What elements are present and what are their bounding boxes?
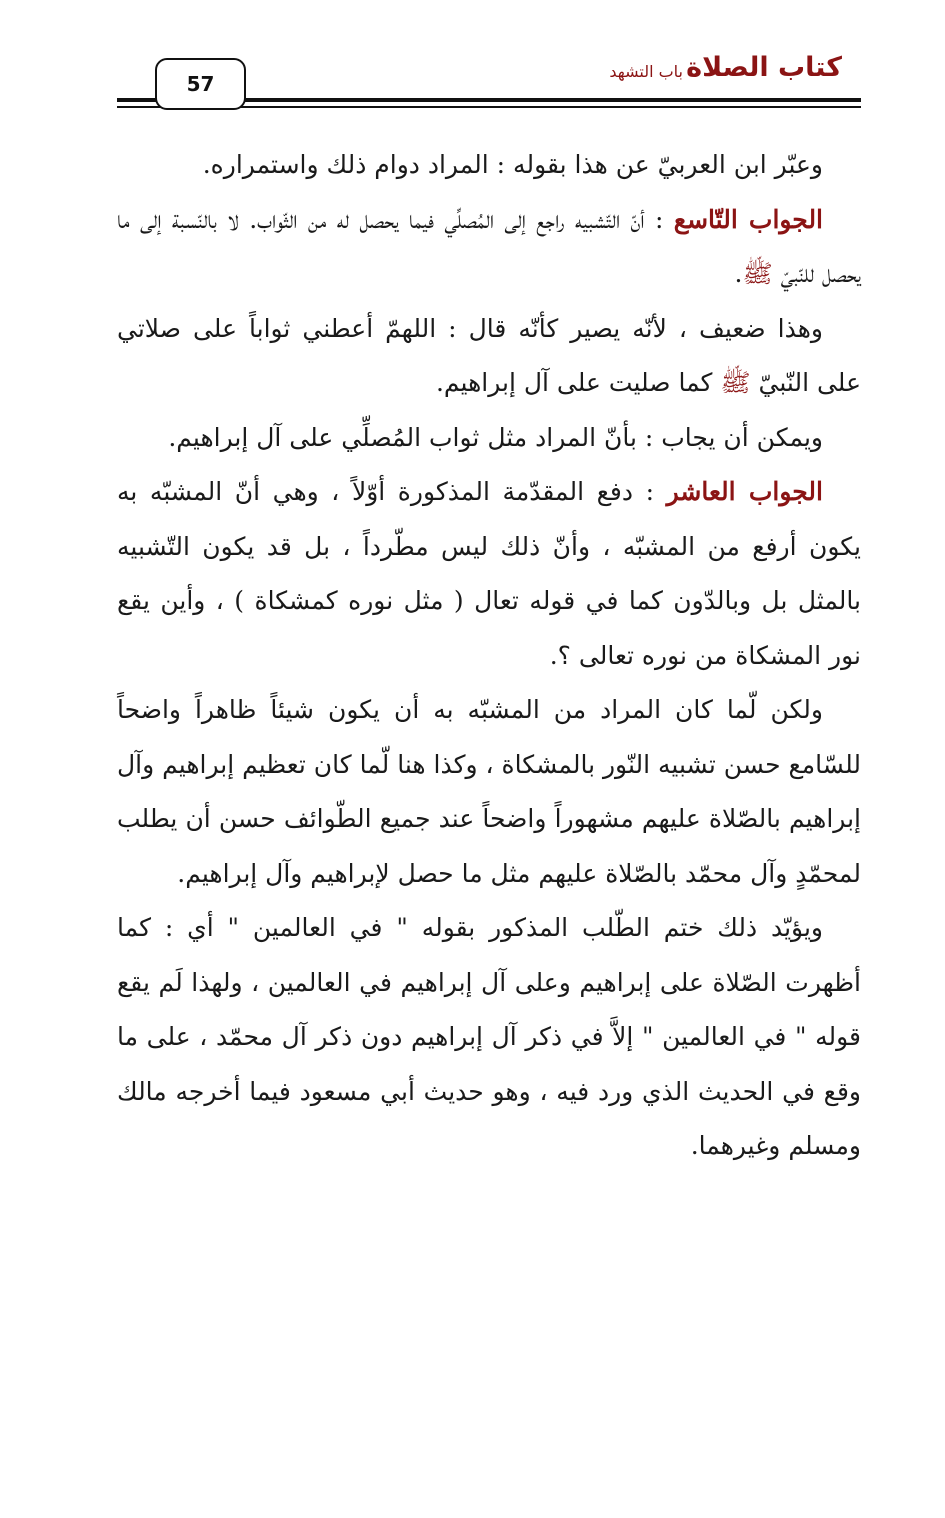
paragraph-2 <box>117 193 861 302</box>
page-number: 57 <box>186 72 215 96</box>
page-header <box>0 0 945 120</box>
salutation-icon: ﷺ <box>720 368 751 397</box>
paragraph-2-text-b: . <box>734 259 743 288</box>
paragraph-4: ويمكن أن يجاب : بأنّ المراد مثل ثواب المُصلِّي على آل إبراهيم. <box>168 422 823 452</box>
salutation-icon: ﷺ <box>742 259 773 288</box>
paragraph-5 <box>117 465 861 683</box>
paragraph-7: ويؤيّد ذلك ختم الطّلب المذكور بقوله " في العالمين " أي : كما أظهرت الصّلاة على إبراهيم وعلى آل إبراهيم في العالمين ، ولهذا لَم يقع قوله " في العالمين " إلاَّ في ذكر آل إبراهيم دون ذكر آل محمّد ، على ما وقع في الحديث الذي ورد فيه ، وهو حديث أبي مسعود فيما أخرجه مالك ومسلم وغيرهما. <box>117 913 861 1160</box>
paragraph-5-text: : دفع المقدّمة المذكورة أوّلاً ، وهي أنّ المشبّه به يكون أرفع من المشبّه ، وأنّ ذلك ليس مطّرداً ، بل قد يكون التّشبيه بالمثل بل وبالدّون كما في قوله تعال ( مثل نوره كمشكاة ) ، وأين يقع نور المشكاة من نوره تعالى ؟. <box>117 477 861 670</box>
answer-10-label: الجواب العاشر <box>666 477 823 506</box>
paragraph-3 <box>117 302 861 411</box>
answer-9-label: الجواب التّاسع <box>673 204 824 234</box>
paragraph-2-text-a: : أنّ التّشبيه راجع إلى المُصلِّي فيما يحصل له من الثّواب. لا بالنّسبة إلى ما يحصل للنّبيّ <box>117 204 861 288</box>
paragraph-3-text-a: وهذا ضعيف ، لأنّه يصير كأنّه قال : اللهمّ أعطني ثواباً على صلاتي على النّبيّ <box>117 313 861 397</box>
page-body <box>117 138 861 1174</box>
paragraph-3-text-b: كما صليت على آل إبراهيم. <box>435 368 721 397</box>
chapter-title: باب التشهد <box>609 62 683 81</box>
paragraph-1: وعبّر ابن العربيّ عن هذا بقوله : المراد دوام ذلك واستمراره. <box>202 150 823 179</box>
paragraph-6: ولكن لّما كان المراد من المشبّه به أن يكون شيئاً ظاهراً واضحاً للسّامع حسن تشبيه النّور بالمشكاة ، وكذا هنا لّما كان تعظيم إبراهيم وآل إبراهيم بالصّلاة عليهم مشهوراً واضحاً عند جميع الطّوائف حسن أن يطلب لمحمّدٍ وآل محمّد بالصّلاة عليهم مثل ما حصل لإبراهيم وآل إبراهيم. <box>117 695 861 888</box>
page-number-box <box>155 58 246 110</box>
book-title: كتاب الصلاة <box>686 52 842 83</box>
